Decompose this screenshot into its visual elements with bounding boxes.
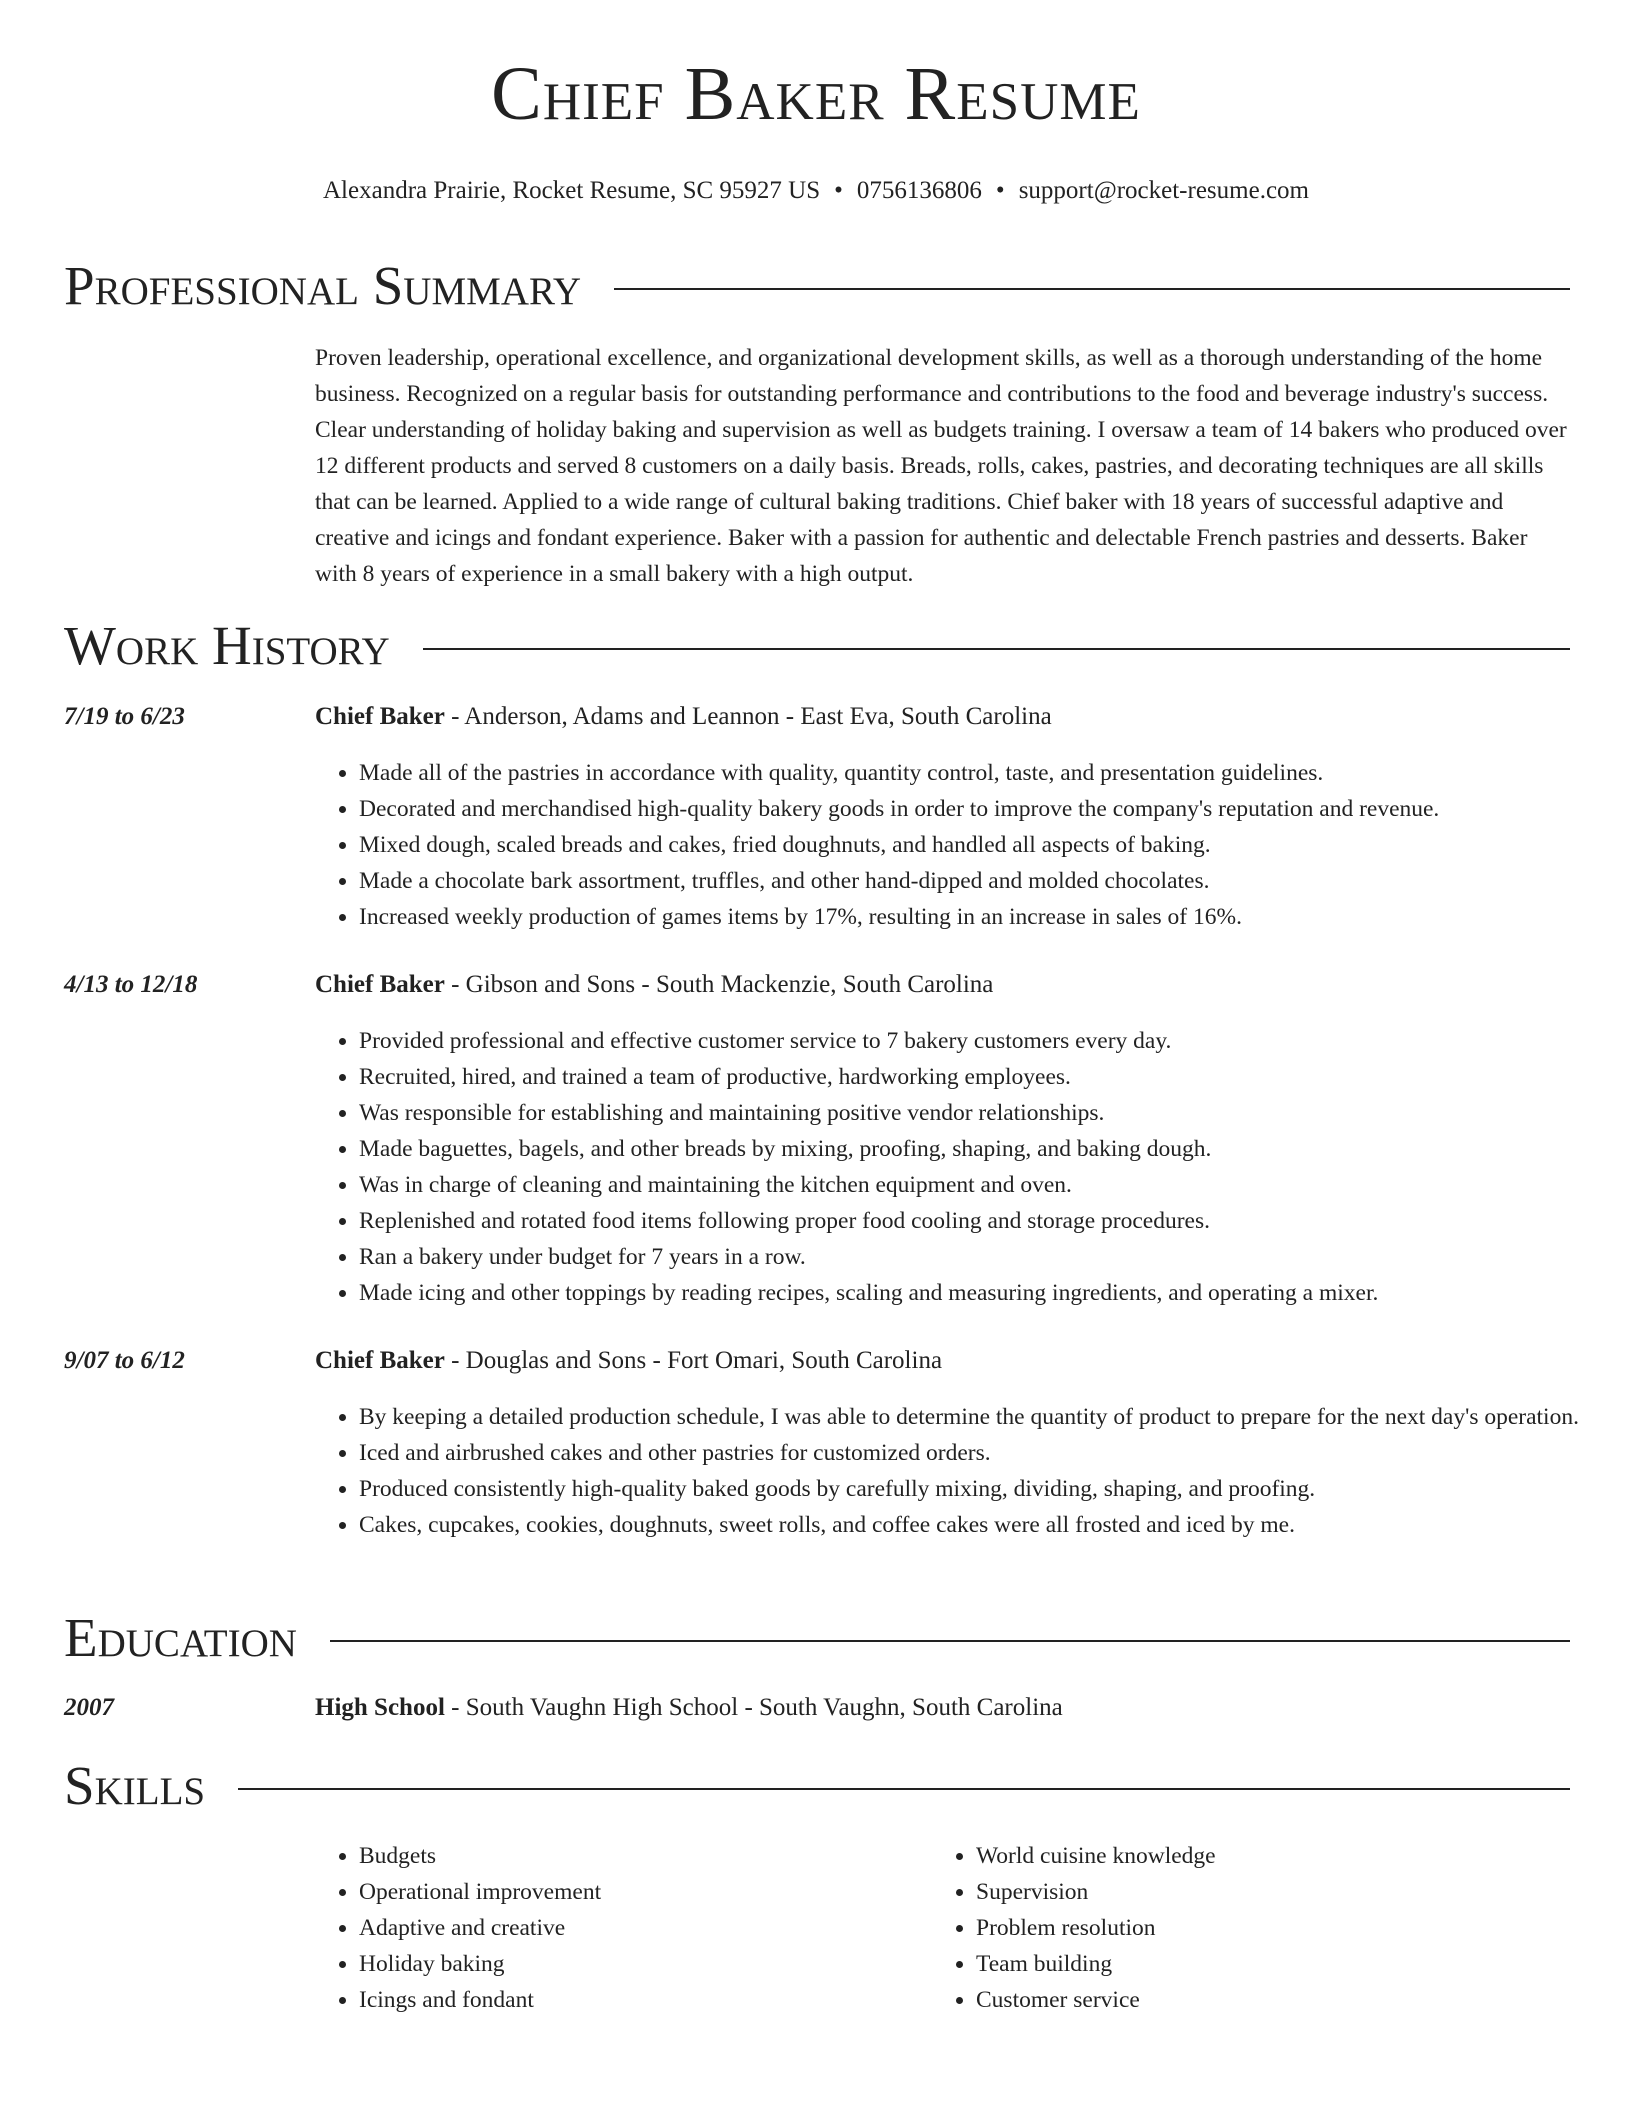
- list-item: • Made icing and other toppings by reading recipes, scaling and measuring ingredients, and operating a mixer.: [359, 1275, 1604, 1311]
- list-item: • Was responsible for establishing and maintaining positive vendor relationships.: [359, 1095, 1604, 1131]
- section-title: Professional Summary: [64, 255, 582, 316]
- list-item: • Replenished and rotated food items following proper food cooling and storage procedures.: [359, 1203, 1604, 1239]
- section-title: Skills: [64, 1755, 206, 1816]
- contact-line: [0, 176, 1632, 206]
- contact-phone: 0756136806: [856, 177, 982, 204]
- section-divider: [238, 1788, 1570, 1790]
- list-item: • Made a chocolate bark assortment, truffles, and other hand-dipped and molded chocolates.: [359, 863, 1604, 899]
- skill-item: • Operational improvement: [359, 1874, 919, 1910]
- job-title: Chief Baker: [315, 1347, 445, 1374]
- job-dates: 9/07 to 6/12: [64, 1347, 185, 1374]
- job-details: - Douglas and Sons - Fort Omari, South Carolina: [444, 1347, 943, 1374]
- skill-item: • Customer service: [976, 1982, 1536, 2018]
- job-dates: 4/13 to 12/18: [64, 971, 198, 998]
- contact-separator: •: [995, 177, 1005, 204]
- resume-title: Chief Baker Resume: [491, 52, 1141, 136]
- skill-item: • Budgets: [359, 1838, 919, 1874]
- section-title: Education: [64, 1607, 297, 1668]
- job-header: [315, 1343, 1575, 1379]
- section-divider: [330, 1640, 1570, 1642]
- section-divider: [423, 648, 1570, 650]
- list-item: • Decorated and merchandised high-quality bakery goods in order to improve the company's reputation and revenue.: [359, 791, 1604, 827]
- education-details: - South Vaughn High School - South Vaughn, South Carolina: [444, 1694, 1063, 1721]
- list-item: • Increased weekly production of games items by 17%, resulting in an increase in sales of 16%.: [359, 899, 1604, 935]
- contact-email: support@rocket-resume.com: [1018, 177, 1309, 204]
- list-item: • Iced and airbrushed cakes and other pastries for customized orders.: [359, 1435, 1604, 1471]
- skills-list-left: [315, 1838, 919, 2018]
- list-item: • Recruited, hired, and trained a team of productive, hardworking employees.: [359, 1059, 1604, 1095]
- section-heading-work-history: [64, 615, 1570, 676]
- section-heading-skills: [64, 1755, 1570, 1816]
- job-dates: 7/19 to 6/23: [64, 703, 185, 730]
- job-bullets: [315, 755, 1604, 935]
- skill-item: • Adaptive and creative: [359, 1910, 919, 1946]
- list-item: • Was in charge of cleaning and maintaining the kitchen equipment and oven.: [359, 1167, 1604, 1203]
- job-header: [315, 967, 1575, 1003]
- skill-item: • Icings and fondant: [359, 1982, 919, 2018]
- summary-text: Proven leadership, operational excellence, and organizational development skills, as well as a thorough understanding of the home business. Recognized on a regular basis for outstanding performance and contributions to the food and beverage industry's success. Clear understanding of holiday baking and supervision as well as budgets training. I oversaw a team of 14 bakers who produced over 12 different products and served 8 customers on a daily basis. Breads, rolls, cakes, pastries, and decorating techniques are all skills that can be learned. Applied to a wide range of cultural baking traditions. Chief baker with 18 years of successful adaptive and creative and icings and fondant experience. Baker with a passion for authentic and delectable French pastries and desserts. Baker with 8 years of experience in a small bakery with a high output.: [315, 345, 1567, 587]
- education-year: 2007: [64, 1694, 114, 1721]
- skill-item: • Holiday baking: [359, 1946, 919, 1982]
- section-title: Work History: [64, 615, 390, 676]
- skill-item: • Supervision: [976, 1874, 1536, 1910]
- section-divider: [614, 288, 1570, 290]
- list-item: • Made baguettes, bagels, and other breads by mixing, proofing, shaping, and baking dough.: [359, 1131, 1604, 1167]
- list-item: • Cakes, cupcakes, cookies, doughnuts, sweet rolls, and coffee cakes were all frosted and iced by me.: [359, 1507, 1604, 1543]
- list-item: • Ran a bakery under budget for 7 years in a row.: [359, 1239, 1604, 1275]
- contact-separator: •: [834, 177, 843, 204]
- job-header: [315, 699, 1575, 735]
- job-title: Chief Baker: [315, 971, 445, 998]
- education-header: [315, 1690, 1575, 1726]
- list-item: • Produced consistently high-quality baked goods by carefully mixing, dividing, shaping, and proofing.: [359, 1471, 1604, 1507]
- skills-list-right: [932, 1838, 1536, 2018]
- skill-item: • World cuisine knowledge: [976, 1838, 1536, 1874]
- job-title: Chief Baker: [315, 703, 445, 730]
- job-details: - Anderson, Adams and Leannon - East Eva, South Carolina: [444, 703, 1052, 730]
- skill-item: • Team building: [976, 1946, 1536, 1982]
- education-degree: High School: [315, 1694, 445, 1721]
- contact-address: Alexandra Prairie, Rocket Resume, SC 95927 US: [323, 177, 821, 204]
- skill-item: • Problem resolution: [976, 1910, 1536, 1946]
- list-item: • By keeping a detailed production schedule, I was able to determine the quantity of product to prepare for the next day's operation.: [359, 1399, 1604, 1435]
- list-item: • Made all of the pastries in accordance with quality, quantity control, taste, and presentation guidelines.: [359, 755, 1604, 791]
- job-details: - Gibson and Sons - South Mackenzie, South Carolina: [444, 971, 994, 998]
- job-bullets: [315, 1023, 1604, 1311]
- list-item: • Mixed dough, scaled breads and cakes, fried doughnuts, and handled all aspects of baking.: [359, 827, 1604, 863]
- job-bullets: [315, 1399, 1604, 1543]
- list-item: • Provided professional and effective customer service to 7 bakery customers every day.: [359, 1023, 1604, 1059]
- section-heading-summary: [64, 255, 1570, 316]
- section-heading-education: [64, 1607, 1570, 1668]
